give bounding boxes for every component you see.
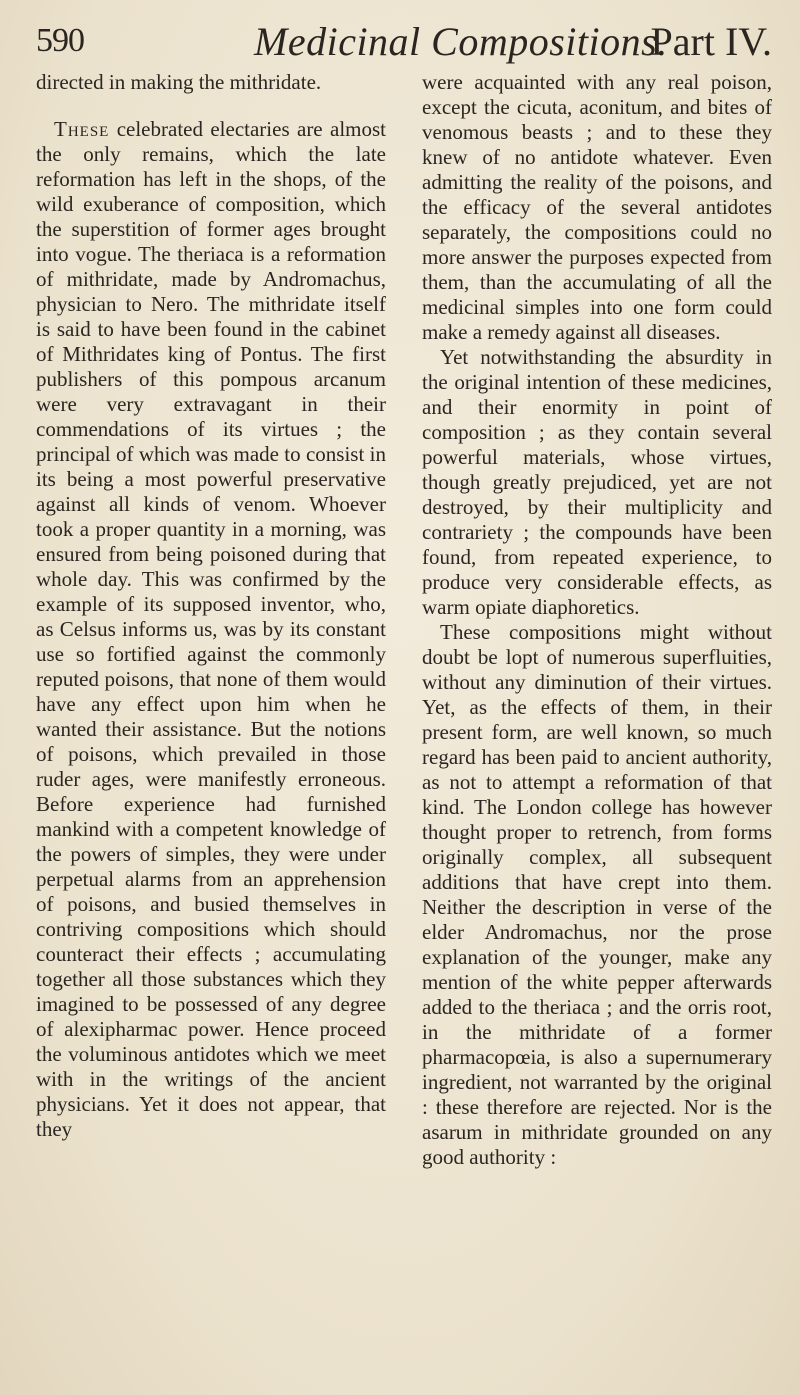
paragraph: These compositions might without doubt be lopt of numerous superfluities, without any diminution of their virtues. Yet, as the effects of them, in their present form, are well known, so much regard has been paid to ancient authority, as not to attempt a reformation of that kind. The London college has however thought proper to retrench, from forms originally complex, all subsequent additions that have crept into them. Neither the description in verse of the elder Andromachus, nor the prose explanation of the younger, make any mention of the white pepper afterwards added to the theriaca ; and the orris root, in the mithridate of a former pharmacopœia, is also a supernumerary ingredient, not warranted by the original : these therefore are rejected. Nor is the asarum in mithridate grounded on any good authority : (422, 620, 772, 1169)
part-label: Part IV. (650, 19, 772, 64)
paragraph: directed in making the mithridate. (36, 70, 322, 94)
paragraph: were acquainted with any real poison, except the cicuta, aconitum, and bites of venomous beasts ; and to these they knew of no antidote whatever. Even admitting the reality of the poisons, and the efficacy of the several antidotes separately, the compositions could no more answer the purposes expected from them, than the accumulating of all the medicinal simples into one form could make a remedy against all diseases. (422, 70, 772, 344)
right-column (422, 70, 772, 1170)
left-column (36, 70, 386, 1142)
running-title: Medicinal Compositions. (254, 19, 668, 64)
paragraph-text: celebrated electaries are almost the only remains, which the late reformation has left in the shops, of the wild exuberance of composition, which the superstition of former ages brought into vogue. The theriaca is a reformation of mithridate, made by Andromachus, physician to Nero. The mithridate itself is said to have been found in the cabinet of Mithridates king of Pontus. The first publishers of this pompous arcanum were very extravagant in their commendations of its virtues ; the principal of which was made to consist in its being a most powerful preservative against all kinds of venom. Whoever took a proper quantity in a morning, was ensured from being poisoned during that whole day. This was confirmed by the example of its supposed inventor, who, as Celsus informs us, was by its constant use so fortified against the commonly reputed poisons, that none of them would have any effect upon him when he wanted their assistance. But the notions of poisons, which prevailed in those ruder ages, were manifestly erroneous. Before experience had furnished mankind with a competent knowledge of the powers of simples, they were under perpetual alarms from an apprehension of poisons, and busied themselves in contriving compositions which should counteract their effects ; accumulating together all those substances which they imagined to be possessed of any degree of alexipharmac power. Hence proceed the voluminous antidotes which we meet with in the writings of the ancient physicians. Yet it does not appear, that they (36, 117, 386, 1141)
page-number: 590 (36, 22, 84, 59)
text-columns (36, 70, 780, 1340)
paragraph (36, 117, 386, 1142)
paragraph-lead-word: These (54, 117, 110, 141)
page-header (36, 10, 772, 70)
paragraph: Yet notwithstanding the absurdity in the original intention of these medicines, and their enormity in point of composition ; as they contain several powerful materials, whose virtues, though greatly prejudiced, yet are not destroyed, by their multiplicity and contrariety ; the compounds have been found, from repeated experience, to produce very considerable effects, as warm opiate diaphoretics. (422, 345, 772, 619)
